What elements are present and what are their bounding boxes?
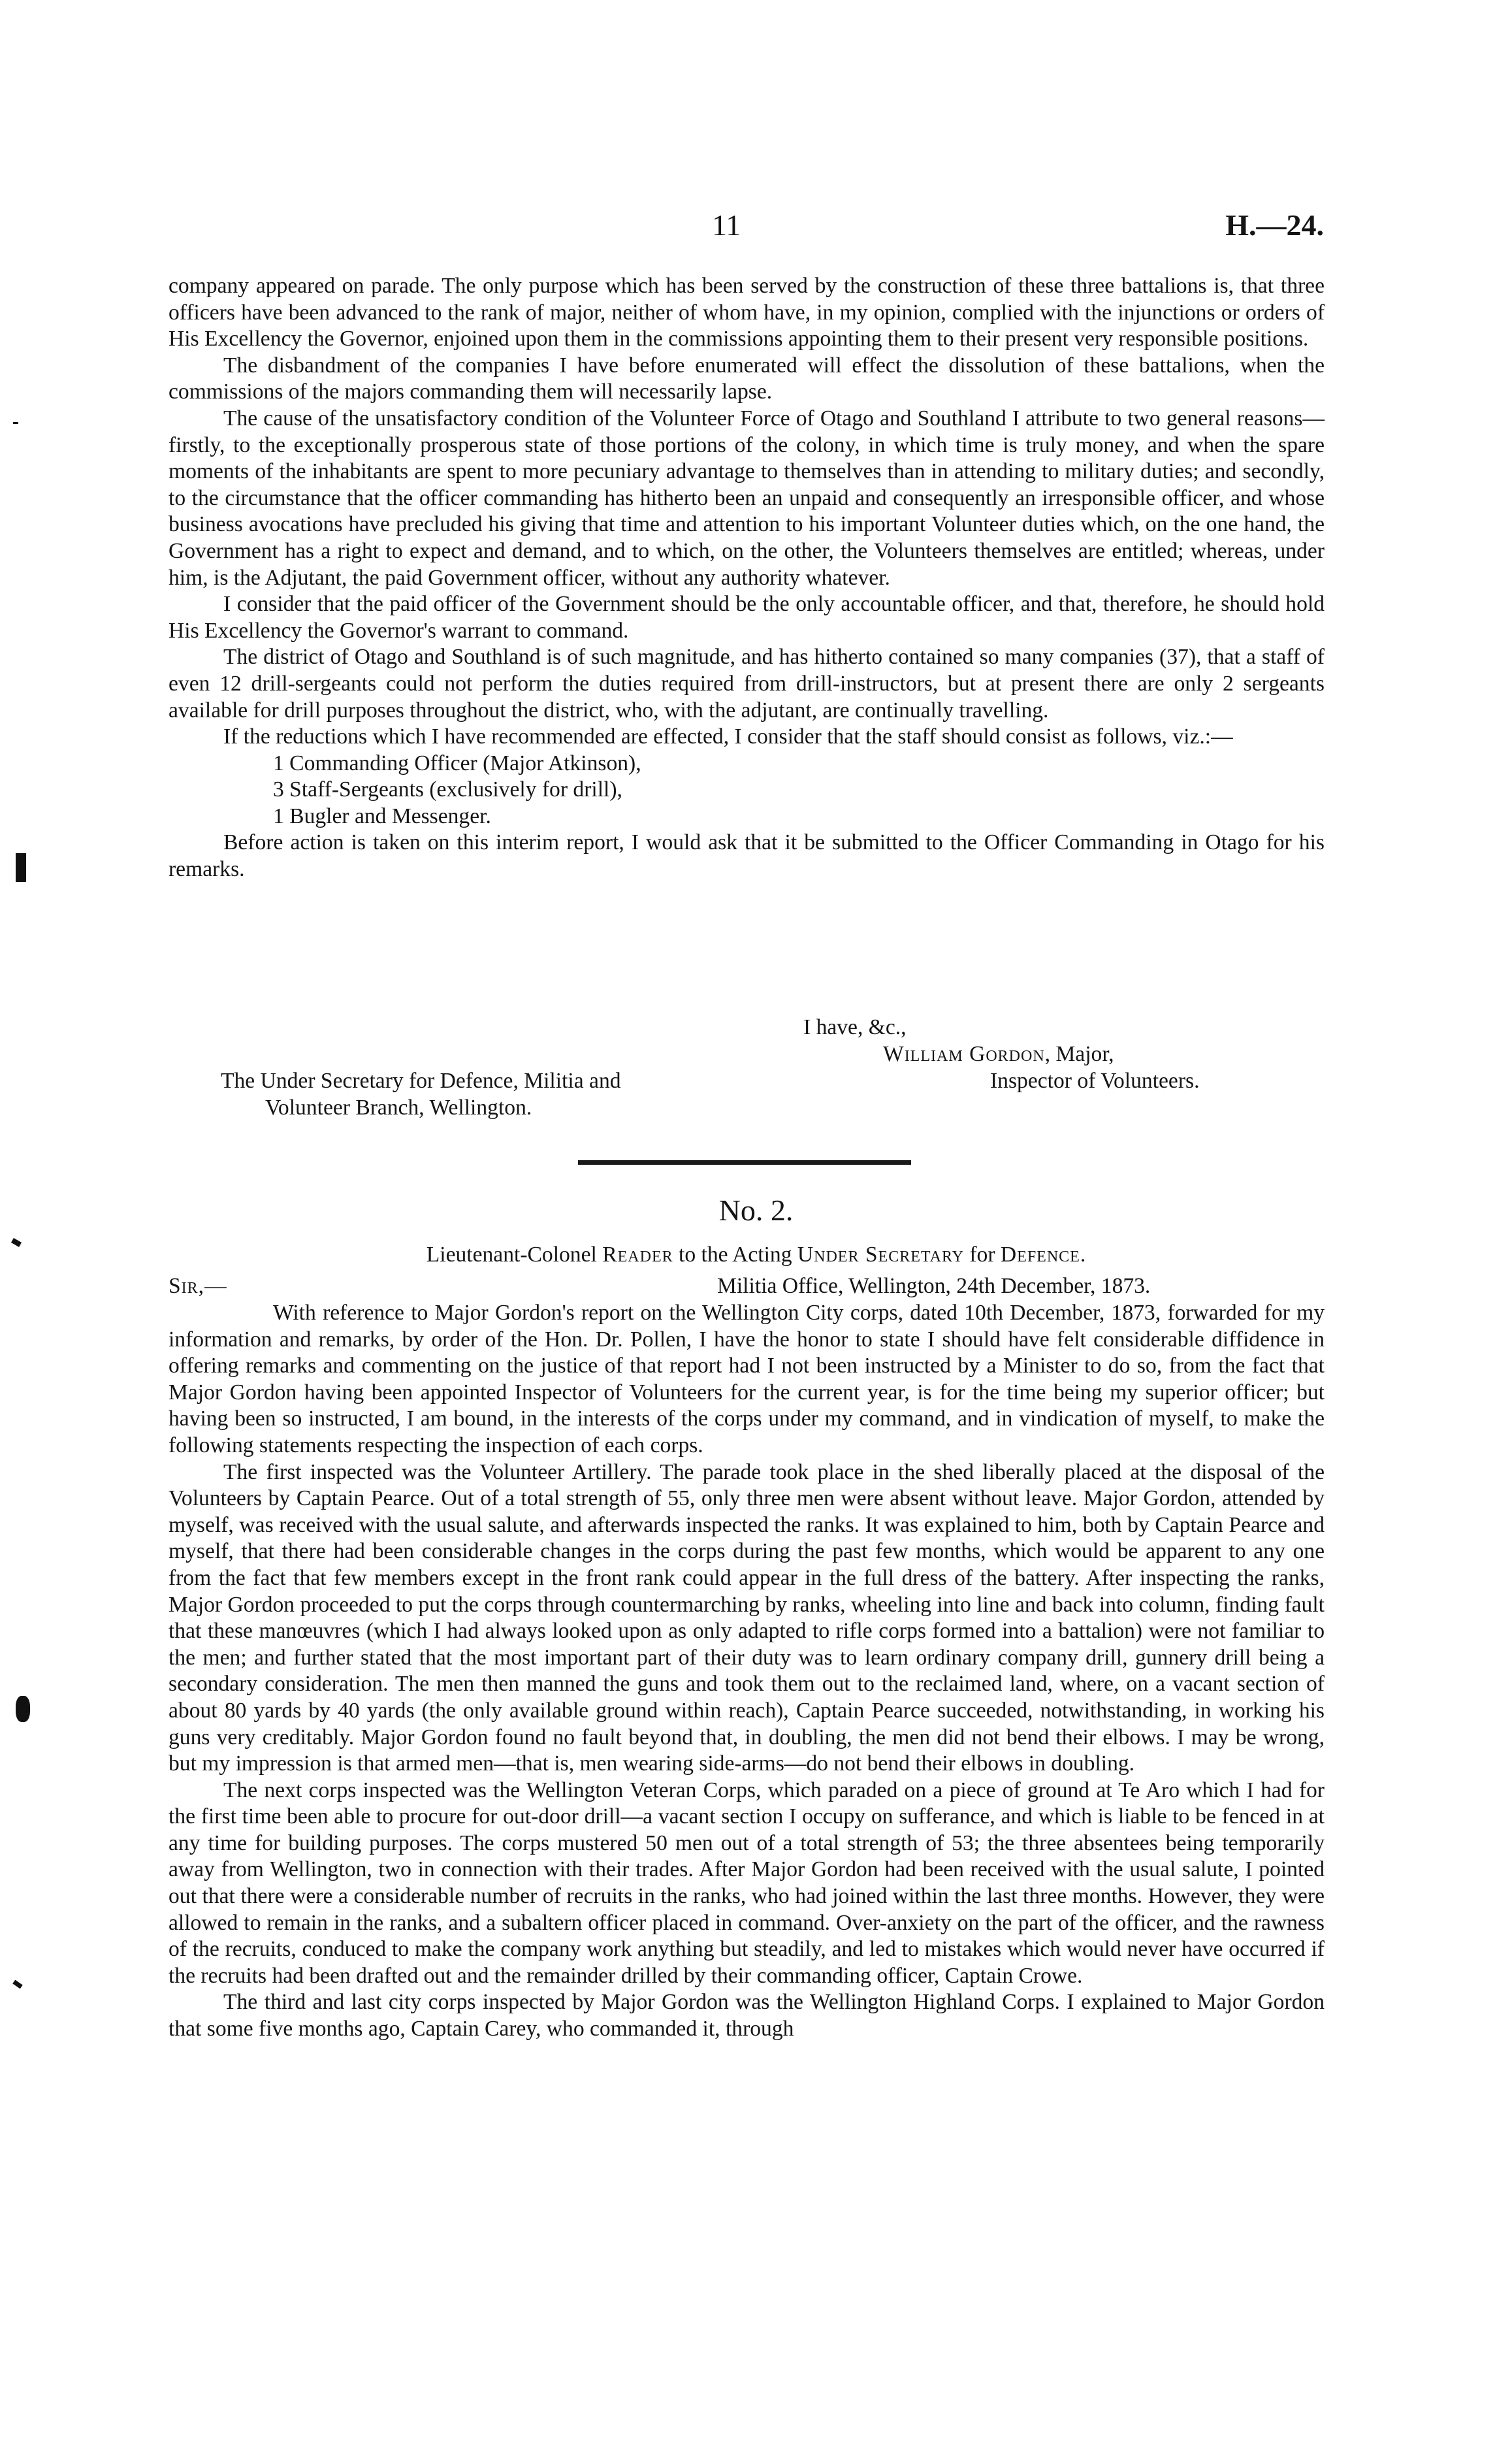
title-middle: to the Acting	[673, 1243, 797, 1267]
paragraph: The next corps inspected was the Wellington Veteran Corps, which paraded on a piece of ground at Te Aro which I had for the first time been able to procure for out-door drill—a vacant section I occupy on sufferance, and which is liable to be fenced in at any time for building purposes. The corps mustered 50 men out of a total strength of 53; the three absentees being temporarily away from Wellington, two in connection with their trades. After Major Gordon had been received with the usual salute, I pointed out that there were a considerable number of recruits in the ranks, who had joined within the last three months. However, they were allowed to remain in the ranks, and a subaltern officer placed in command. Over-anxiety on the part of the officer, and the rawness of the recruits, conduced to make the company work anything but steadily, and led to mistakes which would never have occurred if the recruits had been drafted out and the remainder drilled by their commanding officer, Captain Crowe.	[169, 1778, 1325, 1988]
signer-rank: , Major,	[1044, 1042, 1114, 1066]
dateline: Militia Office, Wellington, 24th December, 1873.	[717, 1274, 1151, 1298]
page-number: 11	[712, 208, 741, 242]
margin-mark	[16, 853, 26, 882]
paragraph: The disbandment of the companies I have before enumerated will effect the dissolution of these battalions, when the commissions of the majors commanding them will necessarily lapse.	[169, 353, 1325, 404]
title-dept: Defence	[1000, 1243, 1080, 1267]
paragraph: Before action is taken on this interim report, I would ask that it be submitted to the Officer Commanding in Otago for his remarks.	[169, 830, 1325, 882]
title-sender: Reader	[602, 1243, 673, 1267]
letter-2-body	[169, 1300, 1325, 2043]
document-code: H.—24.	[1225, 208, 1324, 242]
staff-list	[169, 751, 1325, 830]
paragraph: I consider that the paid officer of the Government should be the only accountable officer, and that, therefore, he should hold His Excellency the Governor's warrant to command.	[169, 592, 1325, 643]
list-item: 3 Staff-Sergeants (exclusively for drill),	[273, 777, 622, 802]
signer-title: Inspector of Volunteers.	[990, 1069, 1200, 1093]
paragraph: company appeared on parade. The only purpose which has been served by the construction of these three battalions is, that three officers have been advanced to the rank of major, neither of whom have, in my opinion, complied with the injunctions or orders of His Excellency the Governor, enjoined upon them in the commissions appointing them to their present very responsible positions.	[169, 274, 1325, 351]
paragraph: The third and last city corps inspected by Major Gordon was the Wellington Highland Corps. I explained to Major Gordon that some five months ago, Captain Carey, who commanded it, through	[169, 1990, 1325, 2041]
title-prefix: Lieutenant-Colonel	[426, 1243, 603, 1267]
letter-number: No. 2.	[718, 1194, 794, 1227]
complimentary-close	[803, 1015, 907, 1041]
margin-mark	[16, 1696, 30, 1722]
signature	[883, 1041, 1114, 1068]
paragraph: If the reductions which I have recommended are effected, I consider that the staff should consist as follows, viz.:—	[223, 724, 1233, 749]
paragraph: The cause of the unsatisfactory condition of the Volunteer Force of Otago and Southland I attribute to two general reasons—firstly, to the exceptionally prosperous state of those portions of the colony, in which time is truly money, and when the spare moments of the inhabitants are spent to more pecuniary advantage to themselves than in attending to military duties; and secondly, to the circumstance that the officer commanding has hitherto been an unpaid and consequently an irresponsible officer, and whose business avocations have precluded his giving that time and attention to his important Volunteer duties which, on the one hand, the Government has a right to expect and demand, and to which, on the other, the Volunteers themselves are entitled; whereas, under him, is the Adjutant, the paid Government officer, without any authority whatever.	[169, 406, 1325, 590]
signer-name: William Gordon	[883, 1042, 1045, 1066]
title-end: .	[1080, 1243, 1086, 1267]
addressee	[221, 1068, 621, 1121]
complimentary-close-text: I have, &c.,	[803, 1015, 907, 1039]
list-item: 1 Commanding Officer (Major Atkinson),	[273, 751, 641, 775]
salutation: Sir,—	[169, 1274, 227, 1298]
section-divider	[578, 1160, 911, 1165]
title-for: for	[963, 1243, 1001, 1267]
title-recipient: Under Secretary	[797, 1243, 964, 1267]
addressee-line: Volunteer Branch, Wellington.	[265, 1095, 532, 1120]
letter-title	[0, 1243, 1512, 1267]
paragraph: With reference to Major Gordon's report on the Wellington City corps, dated 10th December, 1873, forwarded for my information and remarks, by order of the Hon. Dr. Pollen, I have the honor to state I should have felt considerable diffidence in offering remarks and commenting on the justice of that report had I not been instructed by a Minister to do so, from the fact that Major Gordon having been appointed Inspector of Volunteers for the current year, is for the time being my superior officer; but having been so instructed, I am bound, in the interests of the corps under my command, and in vindication of myself, to make the following statements respecting the inspection of each corps.	[169, 1301, 1325, 1457]
margin-mark	[12, 1980, 22, 1989]
report-section-1	[169, 273, 1325, 883]
signer-title-block	[990, 1068, 1199, 1095]
list-item: 1 Bugler and Messenger.	[273, 804, 491, 828]
margin-mark	[13, 422, 18, 424]
page-header	[0, 208, 1512, 247]
paragraph: The first inspected was the Volunteer Artillery. The parade took place in the shed liberally placed at the disposal of the Volunteers by Captain Pearce. Out of a total strength of 55, only three men were absent without leave. Major Gordon, attended by myself, was received with the usual salute, and afterwards inspected the ranks. It was explained to him, both by Captain Pearce and myself, that there had been considerable changes in the corps during the past few months, which would be apparent to any one from the fact that few members except in the front rank could appear in the full dress of the battery. After inspecting the ranks, Major Gordon proceeded to put the corps through countermarching by ranks, wheeling into line and back into column, finding fault that these manœuvres (which I had always looked upon as only adapted to rifle corps formed into a battalion) were not familiar to the men; and further stated that the most important part of their duty was to learn ordinary company drill, gunnery drill being a secondary consideration. The men then manned the guns and took them out to the reclaimed land, where, on a vacant section of about 80 yards by 40 yards (the only available ground within reach), Captain Pearce succeeded, notwithstanding, in working his guns very creditably. Major Gordon found no fault beyond that, in doubling, the men did not bend their elbows. I may be wrong, but my impression is that armed men—that is, men wearing side-arms—do not bend their elbows in doubling.	[169, 1459, 1325, 1776]
paragraph: The district of Otago and Southland is of such magnitude, and has hitherto contained so many companies (37), that a staff of even 12 drill-sergeants could not perform the duties required from drill-instructors, but at present there are only 2 sergeants available for drill purposes throughout the district, who, with the adjutant, are continually travelling.	[169, 645, 1325, 723]
addressee-line: The Under Secretary for Defence, Militia and	[221, 1069, 621, 1093]
